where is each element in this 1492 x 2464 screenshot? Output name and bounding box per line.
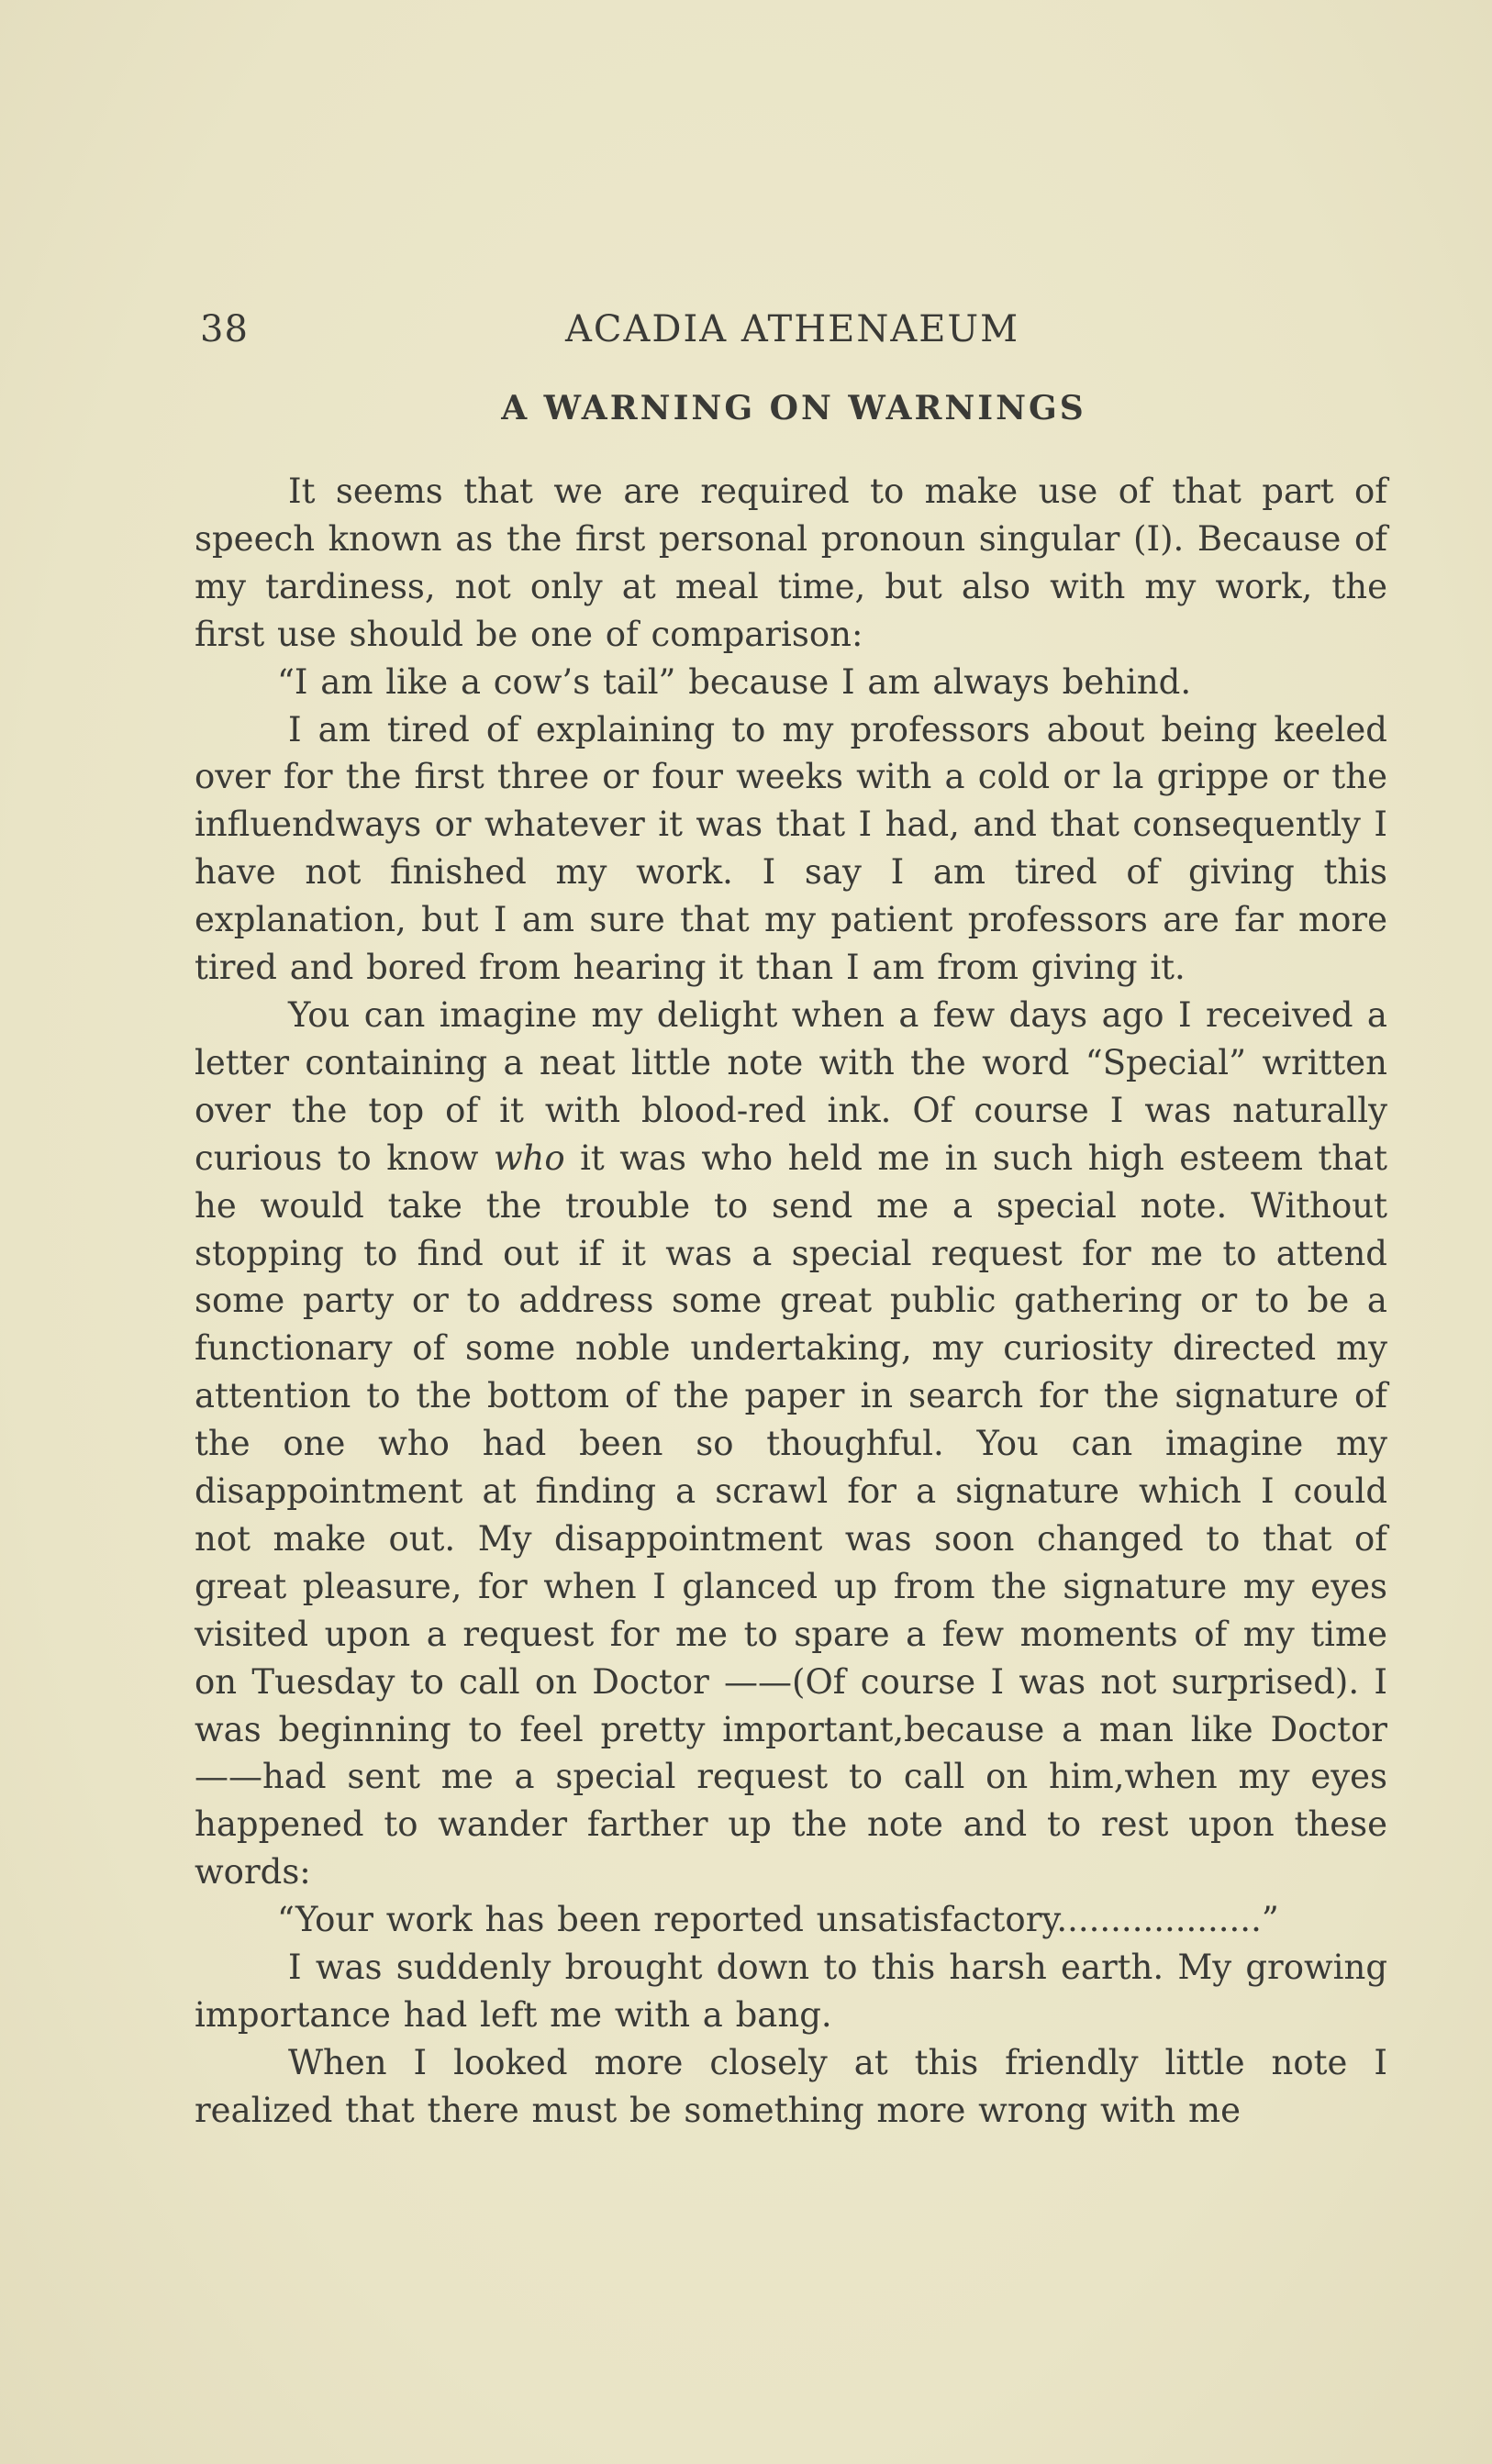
paragraph-5-quote: “Your work has been reported unsatisfactory...................” xyxy=(277,1900,1279,1940)
paragraph-4 xyxy=(195,992,1387,1896)
page-number: 38 xyxy=(200,308,249,350)
paragraph-6: I was suddenly brought down to this harsh earth. My growing importance had left me with a bang. xyxy=(195,1948,1387,2035)
running-head xyxy=(200,308,1387,358)
paragraph-1: It seems that we are required to make use of that part of speech known as the first personal pronoun singular (I). Because of my tardiness, not only at meal time, but also with my work, the first use should be one of comparison: xyxy=(195,472,1387,654)
paragraph-4-emphasis: who xyxy=(493,1138,565,1178)
paragraph-4-part-2: it was who held me in such high esteem that he would take the trouble to send me a special note. Without stopping to find out if it was a special request for me to attend some party or to address some great public gathering or to be a functionary of some noble undertaking, my curiosity directed my attention to the bottom of the paper in search for the signature of the one who had been so thoughful. You can imagine my disappointment at finding a scrawl for a signature which I could not make out. My disappointment was soon changed to that of great pleasure, for when I glanced up from the signature my eyes visited upon a request for me to spare a few moments of my time on Tuesday to call on Doctor ——(Of course I was not surprised). I was beginning to feel pretty important,because a man like Doctor——had sent me a special request to call on him,when my eyes happened to wander farther up the note and to rest upon these words: xyxy=(195,1138,1387,1892)
journal-title: ACADIA ATHENAEUM xyxy=(565,308,1020,350)
article-body xyxy=(195,468,1387,2135)
article-title: A WARNING ON WARNINGS xyxy=(501,389,1086,427)
paragraph-3: I am tired of explaining to my professors about being keeled over for the first three or four weeks with a cold or la grippe or the influendways or whatever it was that I had, and that consequently I have not finished my work. I say I am tired of giving this explanation, but I am sure that my patient professors are far more tired and bored from hearing it than I am from giving it. xyxy=(195,709,1387,988)
paragraph-7: When I looked more closely at this friendly little note I realized that there must be something more wrong with me xyxy=(195,2042,1387,2130)
paragraph-4-part-1: You can imagine my delight when a few days ago I received a letter containing a neat little note with the word “Special” written over the top of it with blood-red ink. Of course I was naturally curious to know xyxy=(195,994,1387,1178)
paragraph-2-quote: “I am like a cow’s tail” because I am always behind. xyxy=(277,661,1192,702)
